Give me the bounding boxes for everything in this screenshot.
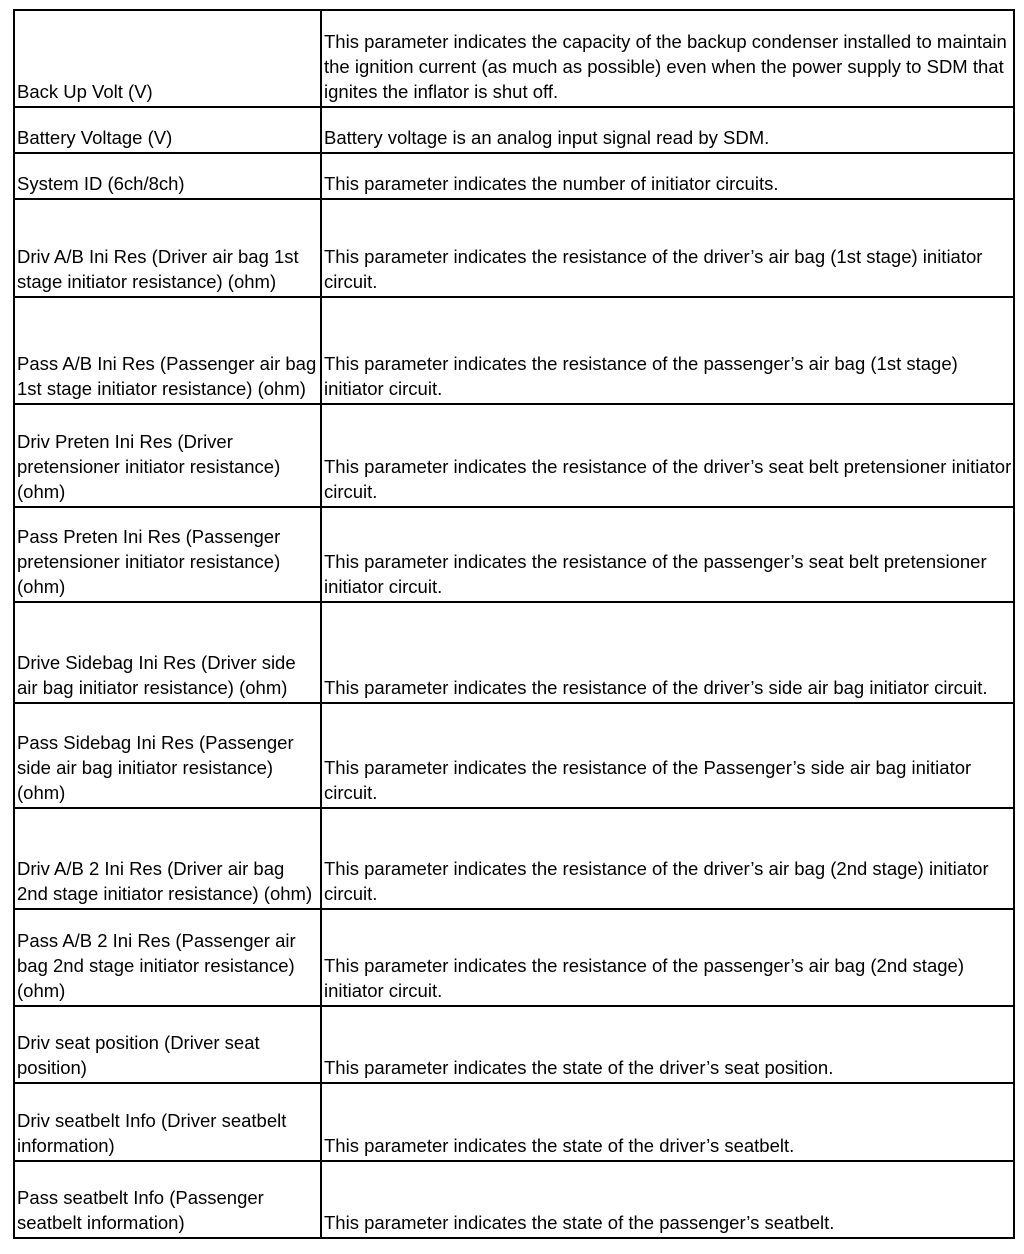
parameter-name: Back Up Volt (V) — [17, 81, 153, 102]
parameter-description: Battery voltage is an analog input signal read by SDM. — [324, 127, 770, 148]
parameter-description: This parameter indicates the resistance of the driver’s air bag (2nd stage) initiator circuit. — [324, 858, 989, 904]
table-row — [14, 404, 1014, 507]
parameter-name: Pass A/B 2 Ini Res (Passenger air bag 2nd stage initiator resistance) (ohm) — [17, 930, 296, 1001]
parameter-name: Driv A/B 2 Ini Res (Driver air bag 2nd stage initiator resistance) (ohm) — [17, 858, 313, 904]
parameter-name-cell — [14, 10, 321, 107]
parameter-name-cell — [14, 808, 321, 909]
parameter-name: Driv A/B Ini Res (Driver air bag 1st stage initiator resistance) (ohm) — [17, 246, 299, 292]
parameter-description: This parameter indicates the resistance of the driver’s side air bag initiator circuit. — [324, 677, 988, 698]
parameter-name: Pass Preten Ini Res (Passenger pretensioner initiator resistance) (ohm) — [17, 526, 281, 597]
parameter-description-cell — [321, 1083, 1014, 1161]
parameter-name-cell — [14, 703, 321, 808]
parameter-name-cell — [14, 507, 321, 602]
parameter-name-cell — [14, 153, 321, 199]
parameter-name-cell — [14, 1006, 321, 1083]
parameter-description: This parameter indicates the number of initiator circuits. — [324, 173, 779, 194]
table-row — [14, 1083, 1014, 1161]
parameter-description-cell — [321, 1161, 1014, 1238]
parameter-name: Driv Preten Ini Res (Driver pretensioner initiator resistance) (ohm) — [17, 431, 281, 502]
parameter-description-cell — [321, 153, 1014, 199]
parameter-description-cell — [321, 1006, 1014, 1083]
parameter-description: This parameter indicates the resistance of the passenger’s air bag (2nd stage) initiator circuit. — [324, 955, 964, 1001]
parameter-name: Pass Sidebag Ini Res (Passenger side air bag initiator resistance) (ohm) — [17, 732, 294, 803]
parameter-name: Driv seat position (Driver seat position) — [17, 1032, 260, 1078]
parameter-description-cell — [321, 199, 1014, 297]
parameter-description-cell — [321, 909, 1014, 1006]
parameter-table — [13, 9, 1015, 1239]
table-row — [14, 107, 1014, 153]
parameter-description-cell — [321, 602, 1014, 703]
table-row — [14, 153, 1014, 199]
parameter-description: This parameter indicates the resistance of the driver’s seat belt pretensioner initiator circuit. — [324, 456, 1012, 502]
parameter-description: This parameter indicates the resistance of the passenger’s seat belt pretensioner initiator circuit. — [324, 551, 987, 597]
parameter-name-cell — [14, 909, 321, 1006]
parameter-description: This parameter indicates the resistance of the passenger’s air bag (1st stage) initiator circuit. — [324, 353, 958, 399]
table-row — [14, 1161, 1014, 1238]
parameter-description: This parameter indicates the resistance of the driver’s air bag (1st stage) initiator circuit. — [324, 246, 983, 292]
parameter-description-cell — [321, 10, 1014, 107]
table-row — [14, 1006, 1014, 1083]
parameter-name: Battery Voltage (V) — [17, 127, 173, 148]
table-row — [14, 199, 1014, 297]
parameter-description: This parameter indicates the state of the driver’s seatbelt. — [324, 1135, 795, 1156]
parameter-name-cell — [14, 1161, 321, 1238]
table-row — [14, 507, 1014, 602]
table-row — [14, 10, 1014, 107]
parameter-description-cell — [321, 107, 1014, 153]
table-row — [14, 297, 1014, 404]
table-row — [14, 909, 1014, 1006]
parameter-name: Driv seatbelt Info (Driver seatbelt information) — [17, 1110, 287, 1156]
parameter-description-cell — [321, 703, 1014, 808]
table-row — [14, 703, 1014, 808]
parameter-name-cell — [14, 107, 321, 153]
parameter-description: This parameter indicates the capacity of the backup condenser installed to maintain the ignition current (as much as possible) even when the power supply to SDM that ignites the inflator is shut off. — [324, 31, 1007, 102]
parameter-description: This parameter indicates the resistance of the Passenger’s side air bag initiator circuit. — [324, 757, 972, 803]
parameter-name-cell — [14, 297, 321, 404]
parameter-description: This parameter indicates the state of the driver’s seat position. — [324, 1057, 834, 1078]
parameter-description: This parameter indicates the state of the passenger’s seatbelt. — [324, 1212, 835, 1233]
parameter-name: Drive Sidebag Ini Res (Driver side air bag initiator resistance) (ohm) — [17, 652, 296, 698]
table-row — [14, 808, 1014, 909]
parameter-description-cell — [321, 297, 1014, 404]
table-row — [14, 602, 1014, 703]
parameter-description-cell — [321, 404, 1014, 507]
parameter-name: Pass A/B Ini Res (Passenger air bag 1st stage initiator resistance) (ohm) — [17, 353, 317, 399]
parameter-name: System ID (6ch/8ch) — [17, 173, 185, 194]
parameter-description-cell — [321, 507, 1014, 602]
parameter-name-cell — [14, 602, 321, 703]
parameter-description-cell — [321, 808, 1014, 909]
parameter-name-cell — [14, 199, 321, 297]
parameter-name-cell — [14, 1083, 321, 1161]
parameter-name-cell — [14, 404, 321, 507]
parameter-name: Pass seatbelt Info (Passenger seatbelt information) — [17, 1187, 264, 1233]
